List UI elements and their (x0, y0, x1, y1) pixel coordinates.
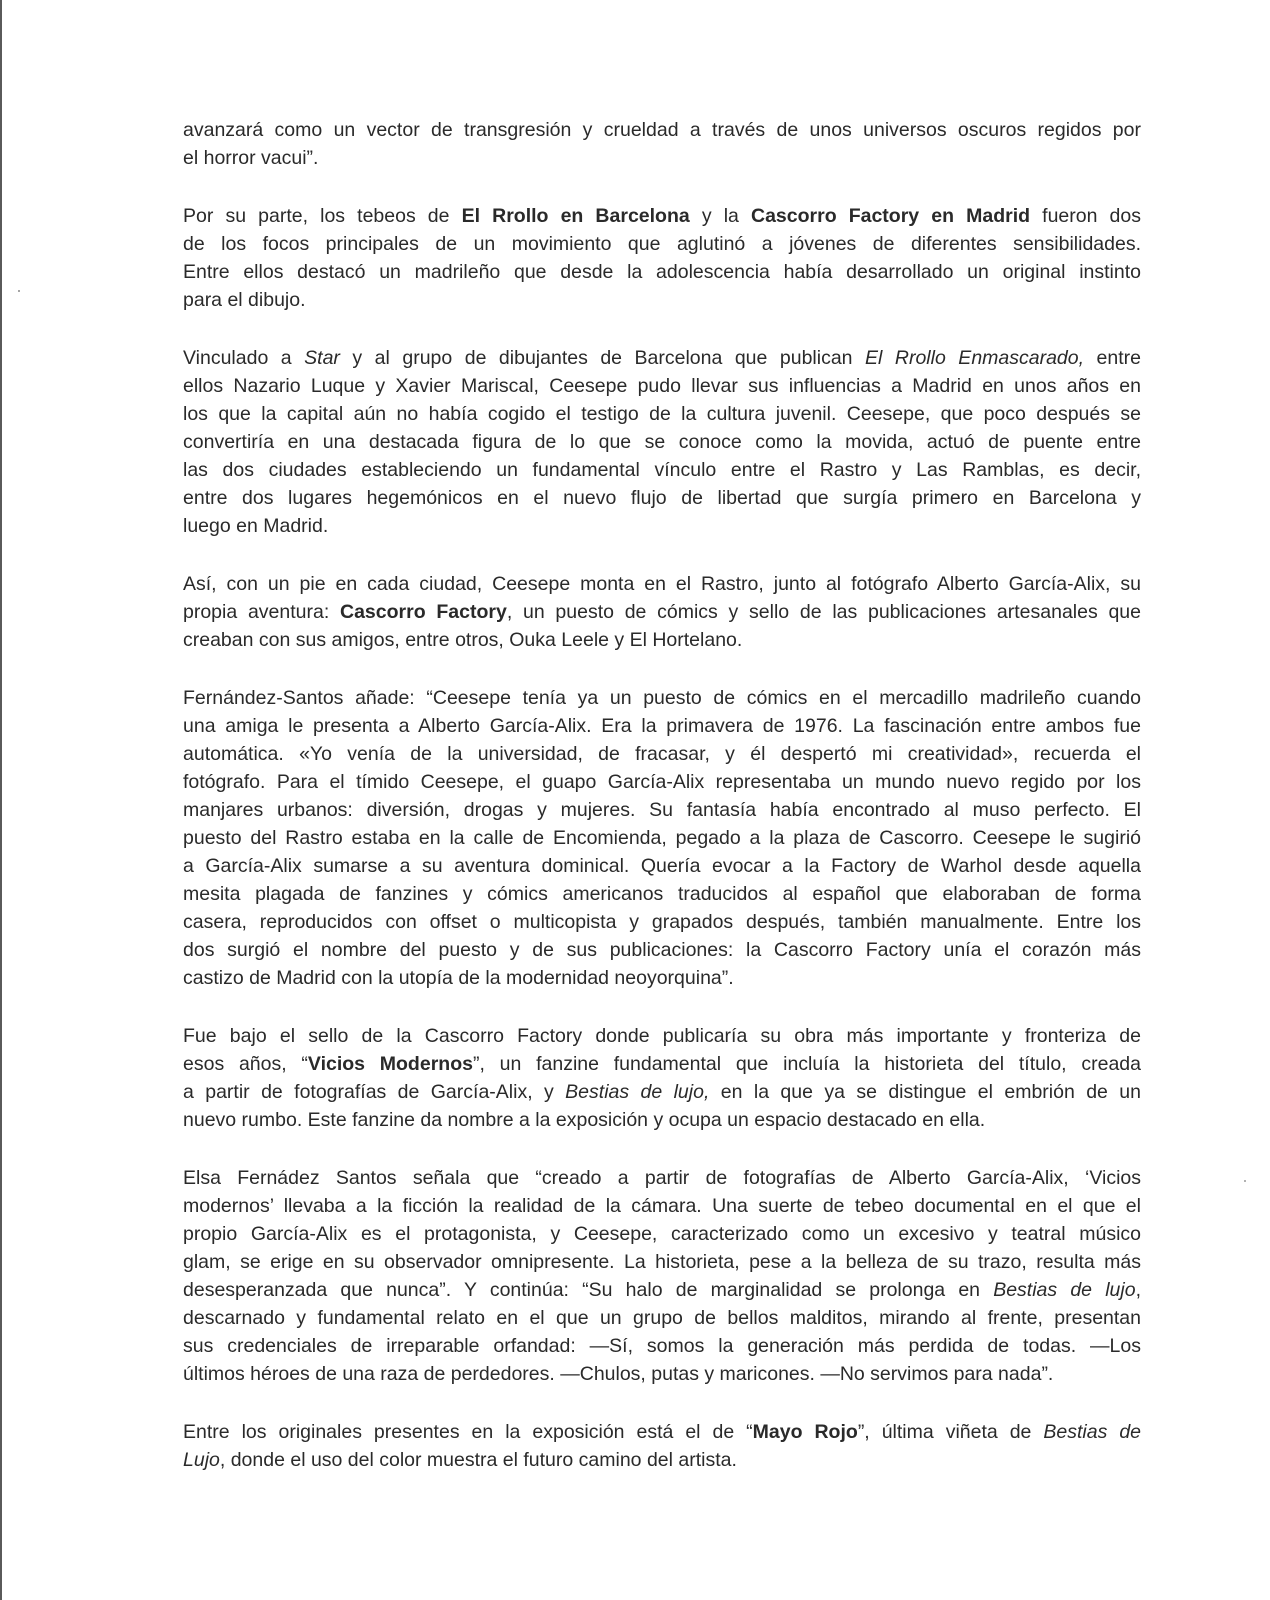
text-line (183, 1078, 1141, 1106)
text-line (183, 1332, 1141, 1360)
paragraph-gap (183, 314, 1141, 344)
text-line (183, 1276, 1141, 1304)
text-line (183, 626, 1141, 654)
text-line (183, 484, 1141, 512)
text-line (183, 344, 1141, 372)
text-line (183, 456, 1141, 484)
text-run: los que la capital aún no había cogido el testigo de la cultura juvenil. Ceesepe, que poco después se (183, 403, 1141, 425)
text-line (183, 428, 1141, 456)
text-line (183, 1418, 1141, 1446)
text-line (183, 740, 1141, 768)
text-run: avanzará como un vector de transgresión y crueldad a través de unos universos oscuros regidos por (183, 119, 1141, 141)
bold-text: Cascorro Factory en Madrid (750, 205, 1031, 227)
text-run: para el dibujo. (183, 289, 306, 311)
text-run: automática. «Yo venía de la universidad, de fracasar, y él despertó mi creatividad», recuerda el (183, 743, 1141, 765)
paragraph (183, 116, 1141, 172)
text-run: , (1135, 1279, 1141, 1301)
paragraph (183, 1418, 1141, 1474)
text-run: desesperanzada que nunca”. Y continúa: “Su halo de marginalidad se prolonga en (183, 1279, 994, 1301)
text-run: convertiría en una destacada figura de lo que se conoce como la movida, actuó de puente entre (183, 431, 1141, 453)
paragraph (183, 344, 1141, 540)
document-body (183, 116, 1141, 1474)
paragraph (183, 684, 1141, 992)
text-run: las dos ciudades estableciendo un fundamental vínculo entre el Rastro y Las Ramblas, es decir, (183, 459, 1141, 481)
text-run: ”, un fanzine fundamental que incluía la historieta del título, creada (472, 1053, 1141, 1075)
text-line (183, 1360, 1141, 1388)
text-run: esos años, “ (183, 1053, 308, 1075)
paragraph-gap (183, 1134, 1141, 1164)
italic-text: Bestias de lujo, (565, 1081, 710, 1103)
text-run: ellos Nazario Luque y Xavier Mariscal, Ceesepe pudo llevar sus influencias a Madrid en unos años en (183, 375, 1141, 397)
text-run: propio García-Alix es el protagonista, y Ceesepe, caracterizado como un excesivo y teatral músico (183, 1223, 1141, 1245)
scan-speck (1244, 1180, 1246, 1182)
text-run: Por su parte, los tebeos de (183, 205, 462, 227)
paragraph-gap (183, 654, 1141, 684)
text-run: a García-Alix sumarse a su aventura dominical. Quería evocar a la Factory de Warhol desde aquella (183, 855, 1141, 877)
text-line (183, 144, 1141, 172)
text-run: y al grupo de dibujantes de Barcelona que publican (339, 347, 866, 369)
text-line (183, 964, 1141, 992)
text-run: castizo de Madrid con la utopía de la modernidad neoyorquina”. (183, 967, 734, 989)
text-line (183, 202, 1141, 230)
text-run: sus credenciales de irreparable orfandad: —Sí, somos la generación más perdida de todas. —Los (183, 1335, 1141, 1357)
text-run: de los focos principales de un movimiento que aglutinó a jóvenes de diferentes sensibilidades. (183, 233, 1141, 255)
text-line (183, 230, 1141, 258)
text-run: puesto del Rastro estaba en la calle de Encomienda, pegado a la plaza de Cascorro. Ceesepe le sugirió (183, 827, 1141, 849)
text-line (183, 286, 1141, 314)
text-run: y la (689, 205, 751, 227)
paragraph-gap (183, 992, 1141, 1022)
text-line (183, 852, 1141, 880)
paragraph (183, 1022, 1141, 1134)
bold-text: El Rrollo en Barcelona (461, 205, 690, 227)
text-run: dos surgió el nombre del puesto y de sus publicaciones: la Cascorro Factory unía el corazón más (183, 939, 1141, 961)
text-line (183, 1106, 1141, 1134)
text-line (183, 768, 1141, 796)
italic-text: El Rrollo Enmascarado, (865, 347, 1085, 369)
text-run: propia aventura: (183, 601, 340, 623)
text-run: últimos héroes de una raza de perdedores. —Chulos, putas y maricones. —No servimos para nada”. (183, 1363, 1054, 1385)
paragraph-gap (183, 172, 1141, 202)
text-run: Así, con un pie en cada ciudad, Ceesepe monta en el Rastro, junto al fotógrafo Alberto García-Alix, su (183, 573, 1141, 595)
text-line (183, 400, 1141, 428)
paragraph (183, 1164, 1141, 1388)
text-line (183, 258, 1141, 286)
text-line (183, 570, 1141, 598)
text-run: entre (1084, 347, 1141, 369)
italic-text: Bestias de (1043, 1421, 1142, 1443)
text-run: Entre los originales presentes en la exposición está el de “ (183, 1421, 753, 1443)
text-run: el horror vacui”. (183, 147, 319, 169)
italic-text: Bestias de lujo (993, 1279, 1136, 1301)
text-run: , un puesto de cómics y sello de las publicaciones artesanales que (506, 601, 1141, 623)
text-run: Vinculado a (183, 347, 305, 369)
text-run: glam, se erige en su observador omnipresente. La historieta, pese a la belleza de su trazo, resulta más (183, 1251, 1141, 1273)
text-run: una amiga le presenta a Alberto García-Alix. Era la primavera de 1976. La fascinación entre ambos fue (183, 715, 1141, 737)
paragraph-gap (183, 1388, 1141, 1418)
text-run: fueron dos (1030, 205, 1141, 227)
text-line (183, 712, 1141, 740)
text-run: casera, reproducidos con offset o multicopista y grapados después, también manualmente. Entre los (183, 911, 1141, 933)
text-line (183, 116, 1141, 144)
text-line (183, 512, 1141, 540)
text-run: modernos’ llevaba a la ficción la realidad de la cámara. Una suerte de tebeo documental en el que el (183, 1195, 1141, 1217)
scan-page-edge (0, 0, 2, 1600)
bold-text: Vicios Modernos (307, 1053, 473, 1075)
text-line (183, 598, 1141, 626)
text-line (183, 372, 1141, 400)
text-line (183, 936, 1141, 964)
text-line (183, 1446, 1141, 1474)
text-line (183, 1304, 1141, 1332)
text-run: Fernández-Santos añade: “Ceesepe tenía ya un puesto de cómics en el mercadillo madrileño cuando (183, 687, 1141, 709)
text-line (183, 1248, 1141, 1276)
text-line (183, 684, 1141, 712)
text-run: en la que ya se distingue el embrión de un (709, 1081, 1141, 1103)
italic-text: Star (304, 347, 340, 369)
text-run: Fue bajo el sello de la Cascorro Factory donde publicaría su obra más importante y fronteriza de (183, 1025, 1141, 1047)
text-run: Entre ellos destacó un madrileño que desde la adolescencia había desarrollado un original instinto (183, 261, 1141, 283)
text-line (183, 796, 1141, 824)
text-run: manjares urbanos: diversión, drogas y mujeres. Su fantasía había encontrado al muso perfecto. El (183, 799, 1141, 821)
text-run: a partir de fotografías de García-Alix, y (183, 1081, 566, 1103)
italic-text: Lujo (183, 1449, 220, 1471)
text-run: descarnado y fundamental relato en el que un grupo de bellos malditos, mirando al frente, presentan (183, 1307, 1141, 1329)
text-run: nuevo rumbo. Este fanzine da nombre a la exposición y ocupa un espacio destacado en ella. (183, 1109, 986, 1131)
text-line (183, 824, 1141, 852)
text-line (183, 1022, 1141, 1050)
scan-speck (18, 290, 20, 292)
text-run: luego en Madrid. (183, 515, 329, 537)
text-line (183, 908, 1141, 936)
paragraph (183, 570, 1141, 654)
text-line (183, 1050, 1141, 1078)
text-run: creaban con sus amigos, entre otros, Ouka Leele y El Hortelano. (183, 629, 743, 651)
text-run: Elsa Fernádez Santos señala que “creado a partir de fotografías de Alberto García-Alix, ‘Vicios (183, 1167, 1141, 1189)
text-line (183, 880, 1141, 908)
text-run: mesita plagada de fanzines y cómics americanos traducidos al español que elaboraban de forma (183, 883, 1141, 905)
text-run: , donde el uso del color muestra el futuro camino del artista. (219, 1449, 737, 1471)
text-line (183, 1164, 1141, 1192)
text-run: ”, última viñeta de (857, 1421, 1044, 1443)
bold-text: Mayo Rojo (752, 1421, 858, 1443)
text-line (183, 1192, 1141, 1220)
text-run: entre dos lugares hegemónicos en el nuevo flujo de libertad que surgía primero en Barcelona y (183, 487, 1141, 509)
paragraph (183, 202, 1141, 314)
paragraph-gap (183, 540, 1141, 570)
bold-text: Cascorro Factory (340, 601, 507, 623)
text-run: fotógrafo. Para el tímido Ceesepe, el guapo García-Alix representaba un mundo nuevo regido por los (183, 771, 1141, 793)
text-line (183, 1220, 1141, 1248)
